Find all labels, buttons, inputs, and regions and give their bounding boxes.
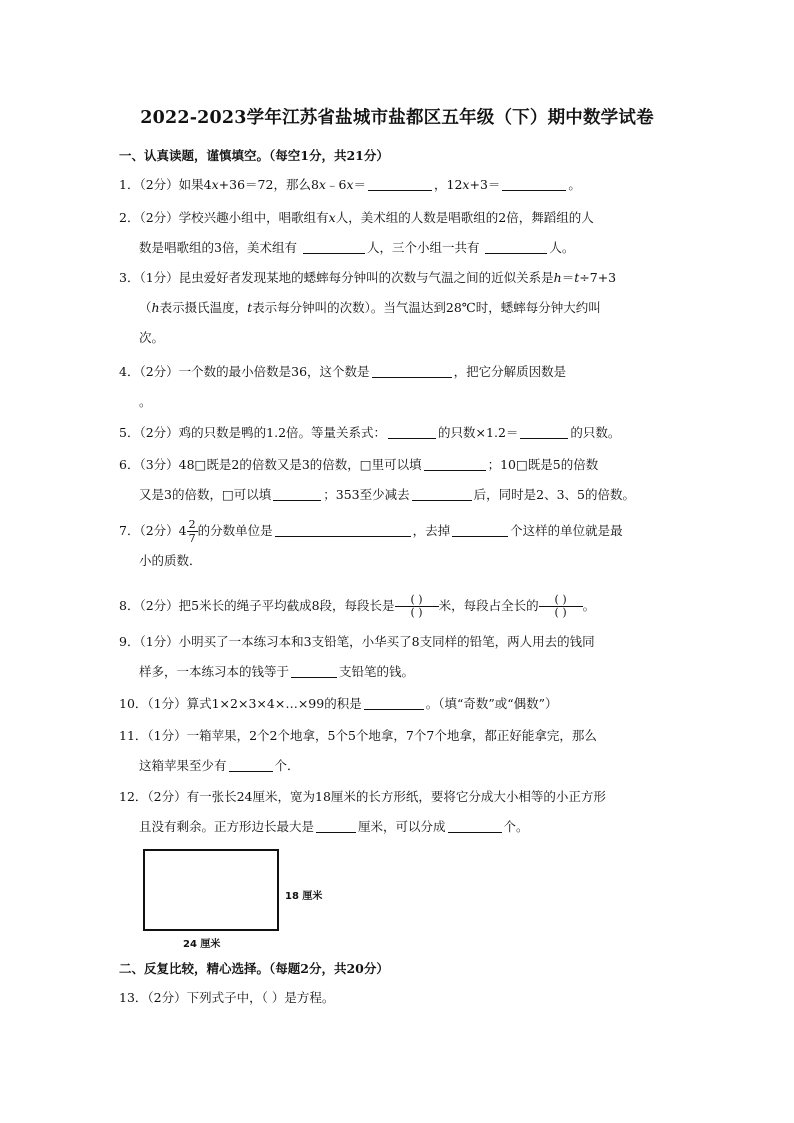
mixed-fraction: $\frac{2}{7}$	[188, 518, 196, 545]
question-5: 5．（2分）鸡的只数是鸭的1.2倍。等量关系式： 的只数×1.2＝ 的只数。	[119, 425, 621, 440]
answer-blank[interactable]	[412, 486, 472, 501]
answer-blank[interactable]	[372, 363, 452, 378]
answer-blank[interactable]	[520, 424, 568, 439]
answer-blank[interactable]	[275, 522, 411, 537]
fraction-blank[interactable]: $\frac{( )}{( )}$	[539, 594, 583, 619]
answer-blank[interactable]	[229, 757, 273, 772]
fraction-blank[interactable]: $\frac{( )}{( )}$	[395, 594, 439, 619]
answer-blank[interactable]	[424, 456, 486, 471]
answer-blank[interactable]	[368, 176, 432, 191]
question-2: 2．（2分）学校兴趣小组中，唱歌组有x人，美术组的人数是唱歌组的2倍，舞蹈组的人 数是唱歌组的3倍，美术组有 人，三个小组一共有 人。	[119, 210, 594, 255]
rectangle-shape	[143, 849, 279, 931]
rectangle-figure	[143, 849, 323, 949]
question-3: 3．（1分）昆虫爱好者发现某地的蟋蟀每分钟叫的次数与气温之间的近似关系是h＝t÷7+3 （h表示摄氏温度，t表示每分钟叫的次数）。当气温达到28℃时，蟋蟀每分钟大约叫 次。	[119, 270, 617, 345]
answer-blank[interactable]	[502, 176, 566, 191]
question-12: 12．（2分）有一张长24厘米，宽为18厘米的长方形纸，要将它分成大小相等的小正方形 且没有剩余。正方形边长最大是 厘米，可以分成 个。	[119, 789, 606, 834]
answer-blank[interactable]	[316, 818, 356, 833]
question-9: 9．（1分）小明买了一本练习本和3支铅笔，小华买了8支同样的铅笔，两人用去的钱同 样多，一本练习本的钱等于 支铅笔的钱。	[119, 634, 595, 679]
answer-blank[interactable]	[452, 522, 508, 537]
question-10: 10．（1分）算式1×2×3×4×…×99的积是 。（填“奇数”或“偶数”）	[119, 696, 558, 711]
question-1: 1．（2分）如果4x+36＝72，那么8x﹣6x＝ ，12x+3＝ 。	[119, 177, 581, 192]
length-label: 24 厘米	[183, 939, 221, 950]
answer-blank[interactable]	[291, 663, 337, 678]
answer-blank[interactable]	[448, 818, 502, 833]
question-11: 11．（1分）一箱苹果，2个2个地拿，5个5个地拿，7个7个地拿，都正好能拿完，那么 这箱苹果至少有 个．	[119, 728, 597, 773]
question-4: 4．（2分）一个数的最小倍数是36，这个数是 ，把它分解质因数是 。	[119, 364, 567, 409]
section-heading-2: 二、反复比较，精心选择。（每题2分，共20分）	[119, 961, 389, 976]
answer-blank[interactable]	[303, 239, 365, 254]
answer-blank[interactable]	[485, 239, 547, 254]
question-7: 7．（2分）4 $\frac{2}{7}$ 的分数单位是 ，去掉 个这样的单位就是最 小的质数．	[119, 518, 623, 568]
answer-blank[interactable]	[388, 424, 436, 439]
question-6: 6．（3分）48□既是2的倍数又是3的倍数，□里可以填 ；10□既是5的倍数 又是3的倍数，□可以填 ；353至少减去 后，同时是2、3、5的倍数。	[119, 457, 635, 502]
section-heading-1: 一、认真读题，谨慎填空。（每空1分，共21分）	[119, 148, 389, 163]
page-title: 2022-2023学年江苏省盐城市盐都区五年级（下）期中数学试卷	[140, 108, 654, 128]
question-8: 8．（2分）把5米长的绳子平均截成8段，每段长是 $\frac{( )}{( )}$ 米，每段占全长的 $\frac{( )}{( )}$ 。	[119, 593, 596, 619]
width-label: 18 厘米	[285, 891, 323, 902]
question-13: 13．（2分）下列式子中，（ ）是方程。	[119, 990, 335, 1005]
answer-blank[interactable]	[273, 486, 321, 501]
answer-blank[interactable]	[364, 695, 424, 710]
